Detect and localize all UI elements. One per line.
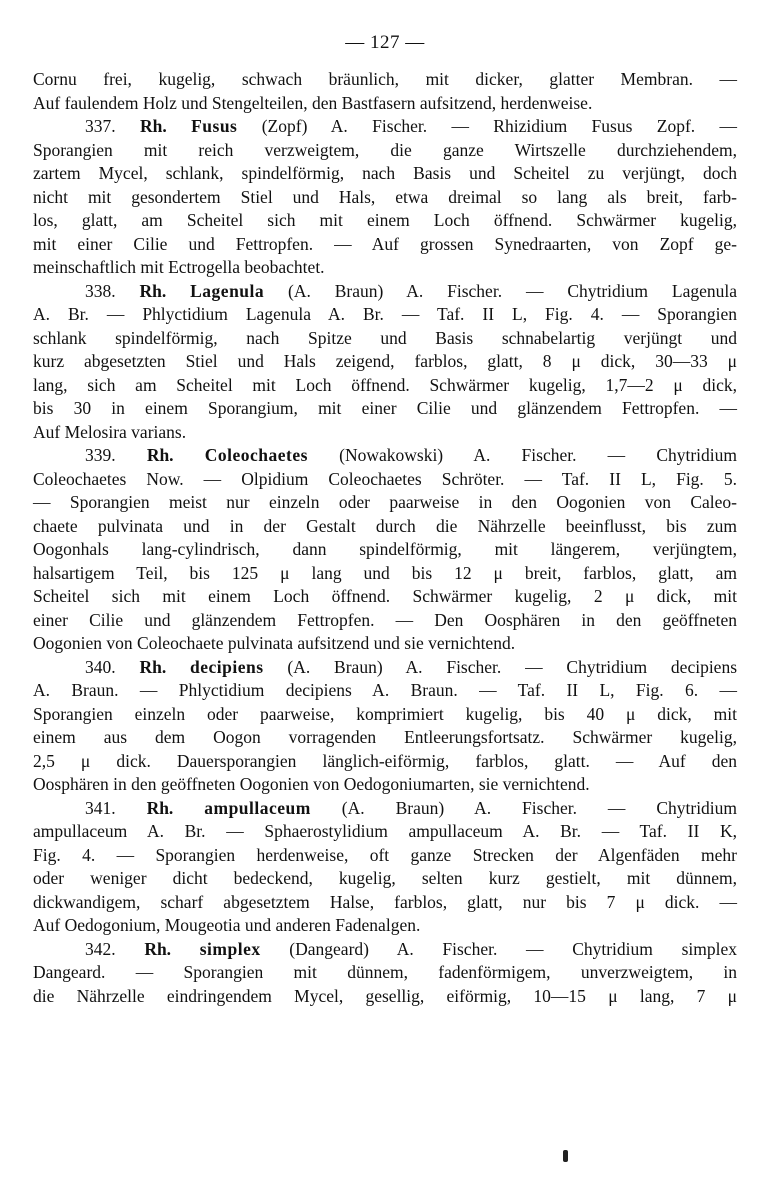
text-line: Coleochaetes Now. — Olpidium Coleochaetes Schröter. — Taf. II L, Fig. 5. bbox=[33, 468, 737, 489]
text-line: Oosphären in den geöffneten Oogonien von Oedogoniumarten, sie vernichtend. bbox=[33, 774, 590, 794]
text-line: lang, sich am Scheitel mit Loch öffnend. Schwärmer kugelig, 1,7—2 μ dick, bbox=[33, 374, 737, 395]
entry-heading-line bbox=[33, 797, 737, 821]
genus-abbrev: Rh. bbox=[144, 938, 172, 959]
entry-number: 340. bbox=[85, 656, 116, 677]
entry-citation: (A. Braun) A. Fischer. — Chytridium decipiens bbox=[263, 656, 738, 677]
species-name: Fusus bbox=[191, 116, 238, 136]
entry-number: 342. bbox=[85, 938, 116, 959]
species-name: Coleochaetes bbox=[204, 445, 308, 465]
text-line: Sporangien einzeln oder paarweise, komprimiert kugelig, bis 40 μ dick, mit bbox=[33, 703, 737, 724]
genus-abbrev: Rh. bbox=[139, 116, 167, 136]
text-line: Cornu frei, kugelig, schwach bräunlich, mit dicker, glatter Membran. — bbox=[33, 69, 737, 89]
text-line: kurz abgesetzten Stiel und Hals zeigend, farblos, glatt, 8 μ dick, 30—33 μ bbox=[33, 351, 737, 371]
entry-heading-line bbox=[33, 115, 737, 139]
text-line: zartem Mycel, schlank, spindelförmig, nach Basis und Scheitel zu verjüngt, doch bbox=[33, 163, 737, 183]
text-line: Oogonhals lang-cylindrisch, dann spindelförmig, mit längerem, verjüngtem, bbox=[33, 539, 737, 559]
text-line: Auf Melosira varians. bbox=[33, 421, 187, 442]
entry-heading-line bbox=[33, 656, 737, 680]
text-line: A. Braun. — Phlyctidium decipiens A. Braun. — Taf. II L, Fig. 6. — bbox=[33, 680, 737, 700]
text-line: die Nährzelle eindringendem Mycel, gesellig, eiförmig, 10—15 μ lang, 7 μ bbox=[33, 985, 737, 1006]
entry-citation: (A. Braun) A. Fischer. — Chytridium bbox=[310, 797, 738, 818]
species-name: decipiens bbox=[190, 656, 264, 677]
text-line: Auf Oedogonium, Mougeotia und anderen Fadenalgen. bbox=[33, 915, 421, 935]
text-line: chaete pulvinata und in der Gestalt durch die Nährzelle beeinflusst, bis zum bbox=[33, 515, 737, 536]
entry-heading-line bbox=[33, 938, 737, 962]
genus-abbrev: Rh. bbox=[146, 445, 174, 465]
text-line: Sporangien mit reich verzweigtem, die ganze Wirtszelle durchziehendem, bbox=[33, 139, 737, 160]
text-line: Fig. 4. — Sporangien herdenweise, oft ganze Strecken der Algenfäden mehr bbox=[33, 844, 737, 865]
genus-abbrev: Rh. bbox=[139, 656, 167, 677]
entry-citation: (Nowakowski) A. Fischer. — Chytridium bbox=[307, 445, 738, 465]
entry-citation: (Zopf) A. Fischer. — Rhizidium Fusus Zopf. — bbox=[237, 116, 738, 136]
species-name: Lagenula bbox=[190, 280, 265, 301]
genus-abbrev: Rh. bbox=[139, 280, 167, 301]
entry-citation: (Dangeard) A. Fischer. — Chytridium simplex bbox=[260, 938, 737, 959]
text-line: einem aus dem Oogon vorragenden Entleerungsfortsatz. Schwärmer kugelig, bbox=[33, 727, 737, 747]
text-line: nicht mit gesondertem Stiel und Hals, etwa dreimal so lang als breit, farb- bbox=[33, 186, 737, 207]
text-line: oder weniger dicht bedeckend, kugelig, selten kurz gestielt, mit dünnem, bbox=[33, 868, 737, 888]
text-line: Dangeard. — Sporangien mit dünnem, fadenförmigem, unverzweigtem, in bbox=[33, 962, 737, 982]
text-line: dickwandigem, scharf abgesetztem Halse, farblos, glatt, nur bis 7 μ dick. — bbox=[33, 891, 737, 912]
text-line: Oogonien von Coleochaete pulvinata aufsitzend und sie vernichtend. bbox=[33, 633, 516, 653]
text-line: einer Cilie und glänzendem Fettropfen. — Den Oosphären in den geöffneten bbox=[33, 609, 737, 630]
entry-citation: (A. Braun) A. Fischer. — Chytridium Lagenula bbox=[264, 280, 737, 301]
entry-number: 341. bbox=[85, 797, 116, 818]
entry-number: 337. bbox=[85, 116, 116, 136]
text-line: mit einer Cilie und Fettropfen. — Auf grossen Synedraarten, von Zopf ge- bbox=[33, 233, 737, 254]
text-line: 2,5 μ dick. Dauersporangien länglich-eiförmig, farblos, glatt. — Auf den bbox=[33, 750, 737, 771]
page-number: — 127 — bbox=[345, 32, 425, 53]
species-name: ampullaceum bbox=[204, 797, 311, 818]
genus-abbrev: Rh. bbox=[146, 797, 174, 818]
entry-heading-line bbox=[33, 280, 737, 304]
text-line: — Sporangien meist nur einzeln oder paarweise in den Oogonien von Caleo- bbox=[33, 492, 737, 512]
entry-number: 338. bbox=[85, 280, 116, 301]
entry-heading-line bbox=[33, 444, 737, 468]
text-line: A. Br. — Phlyctidium Lagenula A. Br. — Taf. II L, Fig. 4. — Sporangien bbox=[33, 304, 737, 324]
text-line: meinschaftlich mit Ectrogella beobachtet. bbox=[33, 257, 325, 277]
body-text bbox=[33, 68, 737, 1008]
text-line: ampullaceum A. Br. — Sphaerostylidium ampullaceum A. Br. — Taf. II K, bbox=[33, 821, 737, 841]
text-line: los, glatt, am Scheitel sich mit einem Loch öffnend. Schwärmer kugelig, bbox=[33, 210, 737, 230]
species-name: simplex bbox=[199, 938, 261, 959]
text-line: Scheitel sich mit einem Loch öffnend. Schwärmer kugelig, 2 μ dick, mit bbox=[33, 586, 737, 606]
entry-number: 339. bbox=[85, 445, 116, 465]
ink-speck bbox=[563, 1150, 568, 1162]
text-line: Auf faulendem Holz und Stengelteilen, den Bastfasern aufsitzend, herdenweise. bbox=[33, 92, 593, 113]
text-line: bis 30 in einem Sporangium, mit einer Cilie und glänzendem Fettropfen. — bbox=[33, 398, 737, 418]
text-line: halsartigem Teil, bis 125 μ lang und bis 12 μ breit, farblos, glatt, am bbox=[33, 562, 737, 583]
text-line: schlank spindelförmig, nach Spitze und Basis schnabelartig verjüngt und bbox=[33, 327, 737, 348]
